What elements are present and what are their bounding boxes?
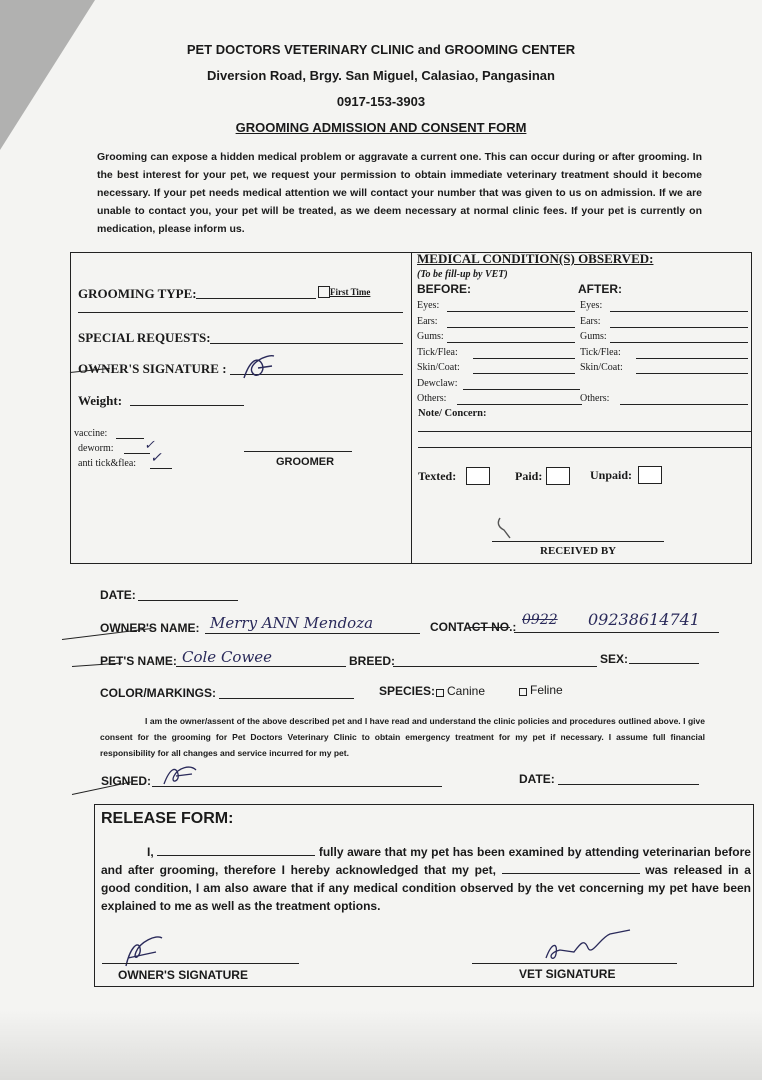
feline-label: Feline <box>530 683 563 697</box>
texted-label: Texted: <box>418 469 457 483</box>
anti-tick-label: anti tick&flea: <box>78 458 137 469</box>
before-item-line[interactable] <box>457 404 582 405</box>
vaccine-label: vaccine: <box>74 428 108 439</box>
before-item-line[interactable] <box>473 373 575 374</box>
unpaid-checkbox[interactable] <box>638 466 662 484</box>
after-item-line[interactable] <box>610 342 748 343</box>
after-item: Tick/Flea: <box>580 346 621 358</box>
after-item-line[interactable] <box>636 373 748 374</box>
groomer-line[interactable] <box>244 451 352 452</box>
release-part2: was released in a good condition, I am also aware that if any medical condition observed by the vet concerning my pet have been explained to me as well as the treatment options. <box>101 863 751 913</box>
first-time-label: First Time <box>330 287 371 297</box>
deworm-label: deworm: <box>78 443 114 454</box>
medical-subtitle: (To be fill-up by VET) <box>417 269 508 280</box>
deworm-check: ✓ <box>144 438 155 453</box>
note-line-1[interactable] <box>418 431 752 432</box>
unpaid-label: Unpaid: <box>590 468 633 482</box>
special-requests-label: SPECIAL REQUESTS: <box>78 330 211 345</box>
color-label: COLOR/MARKINGS: <box>100 686 216 700</box>
after-item-line[interactable] <box>610 327 748 328</box>
scan-bottom-fade <box>0 1010 762 1080</box>
clinic-name: PET DOCTORS VETERINARY CLINIC and GROOMING CENTER <box>186 42 576 57</box>
clinic-phone: 0917-153-3903 <box>336 94 426 109</box>
received-by-line[interactable] <box>492 541 664 542</box>
consent-text: I am the owner/assent of the above described pet and I have read and understand the clinic policies and procedures outlined above. I give consent for the grooming for Pet Doctors Veterinary Clinic to obtain emergency treatment for my pet if necessary. I assume full financial responsibility for all changes and service incurred for my pet. <box>100 716 705 758</box>
clinic-address: Diversion Road, Brgy. San Miguel, Calasiao, Pangasinan <box>207 68 555 83</box>
medical-title: MEDICAL CONDITION(S) OBSERVED: <box>417 251 654 266</box>
weight-label: Weight: <box>78 393 123 408</box>
deworm-line[interactable] <box>124 453 150 454</box>
received-mark <box>494 516 516 542</box>
before-item: Dewclaw: <box>417 377 458 389</box>
after-item: Skin/Coat: <box>580 362 623 373</box>
before-item: Eyes: <box>417 300 440 311</box>
canine-checkbox[interactable] <box>436 689 444 697</box>
after-item-line[interactable] <box>636 358 748 359</box>
special-requests-line[interactable] <box>210 343 403 344</box>
breed-line[interactable] <box>393 666 597 667</box>
grooming-type-label: GROOMING TYPE: <box>78 286 197 301</box>
after-item: Gums: <box>580 331 607 342</box>
paid-label: Paid: <box>515 469 543 483</box>
release-i: I, <box>147 845 154 859</box>
pet-name-line[interactable] <box>176 666 346 667</box>
before-item: Ears: <box>417 315 438 327</box>
after-item-line[interactable] <box>620 404 748 405</box>
sex-label: SEX: <box>600 652 629 666</box>
anti-tick-line[interactable] <box>150 468 172 469</box>
consent-paragraph <box>100 713 705 761</box>
before-item-line[interactable] <box>447 342 575 343</box>
panel-divider <box>411 252 412 564</box>
before-item-line[interactable] <box>463 389 580 390</box>
intro-paragraph: Grooming can expose a hidden medical problem or aggravate a current one. This can occur during or after grooming. In the best interest for your pet, we request your permission to obtain immediate veterinary treatment should it become necessary. If your pet needs medical attention we will contact your number that was given to us on admission. If we are unable to contact you, your pet will be treated, as we deem necessary at normal clinic fees. If your pet is currently on medication, please inform us. <box>97 151 702 235</box>
before-heading: BEFORE: <box>417 282 471 296</box>
note-line-2[interactable] <box>418 447 752 448</box>
first-time-checkbox[interactable] <box>318 286 330 298</box>
contact-struck-value: 0922 <box>522 612 558 628</box>
release-owner-signature-scribble <box>116 932 168 972</box>
vaccine-line[interactable] <box>116 438 144 439</box>
before-item-line[interactable] <box>447 311 575 312</box>
before-item: Tick/Flea: <box>417 346 458 358</box>
after-heading: AFTER: <box>578 282 622 296</box>
after-item: Ears: <box>580 315 601 327</box>
anti-tick-check: ✓ <box>150 450 162 466</box>
release-vet-signature-line[interactable] <box>472 963 677 964</box>
weight-line[interactable] <box>130 405 244 406</box>
owner-name-label: OWNER'S NAME: <box>100 621 200 635</box>
after-item-line[interactable] <box>610 311 748 312</box>
release-part1: fully aware that my pet has been examined by attending veterinarian before and after grooming, therefore I hereby acknowledged that my pet, <box>101 845 751 877</box>
grooming-type-line-2[interactable] <box>78 312 403 313</box>
owner-signature-scribble <box>238 350 280 384</box>
feline-checkbox[interactable] <box>519 688 527 696</box>
grooming-type-line[interactable] <box>196 298 316 299</box>
sex-line[interactable] <box>629 663 699 664</box>
species-label: SPECIES: <box>379 684 436 698</box>
contact-line[interactable] <box>514 632 719 633</box>
pet-name-value: Cole Cowee <box>182 648 273 666</box>
before-item-line[interactable] <box>447 327 575 328</box>
signed-date-line[interactable] <box>558 784 699 785</box>
signed-scribble <box>160 762 200 790</box>
received-by-label: RECEIVED BY <box>540 545 617 557</box>
before-item: Skin/Coat: <box>417 362 460 373</box>
owner-name-value: Merry ANN Mendoza <box>210 614 374 632</box>
date-line[interactable] <box>138 600 238 601</box>
canine-label: Canine <box>447 684 486 698</box>
groomer-label: GROOMER <box>276 456 335 468</box>
owner-signature-label: OWNER'S SIGNATURE : <box>78 361 227 376</box>
release-title: RELEASE FORM: <box>101 810 234 827</box>
before-item-line[interactable] <box>473 358 575 359</box>
contact-value: 09238614741 <box>588 610 700 629</box>
after-item: Others: <box>580 393 610 404</box>
signed-label: SIGNED: <box>101 774 152 788</box>
release-name-blank[interactable] <box>157 844 315 856</box>
note-label: Note/ Concern: <box>418 408 487 419</box>
before-item: Others: <box>417 393 447 404</box>
release-vet-signature-label: VET SIGNATURE <box>519 967 616 981</box>
after-item: Eyes: <box>580 300 603 311</box>
release-owner-signature-label: OWNER'S SIGNATURE <box>118 968 248 982</box>
date-label: DATE: <box>100 588 136 602</box>
pet-name-label: PET'S NAME: <box>100 654 177 668</box>
signed-date-label: DATE: <box>519 772 555 786</box>
texted-checkbox[interactable] <box>466 467 490 485</box>
owner-name-line[interactable] <box>205 633 420 634</box>
release-pet-blank[interactable] <box>502 862 640 874</box>
form-title: GROOMING ADMISSION AND CONSENT FORM <box>235 120 527 135</box>
color-line[interactable] <box>219 698 354 699</box>
breed-label: BREED: <box>349 654 396 668</box>
release-paragraph <box>101 843 751 915</box>
contact-label-strike <box>470 627 510 628</box>
contact-label: CONTACT NO.: <box>430 620 517 634</box>
release-owner-signature-line[interactable] <box>102 963 299 964</box>
before-item: Gums: <box>417 331 444 342</box>
paid-checkbox[interactable] <box>546 467 570 485</box>
